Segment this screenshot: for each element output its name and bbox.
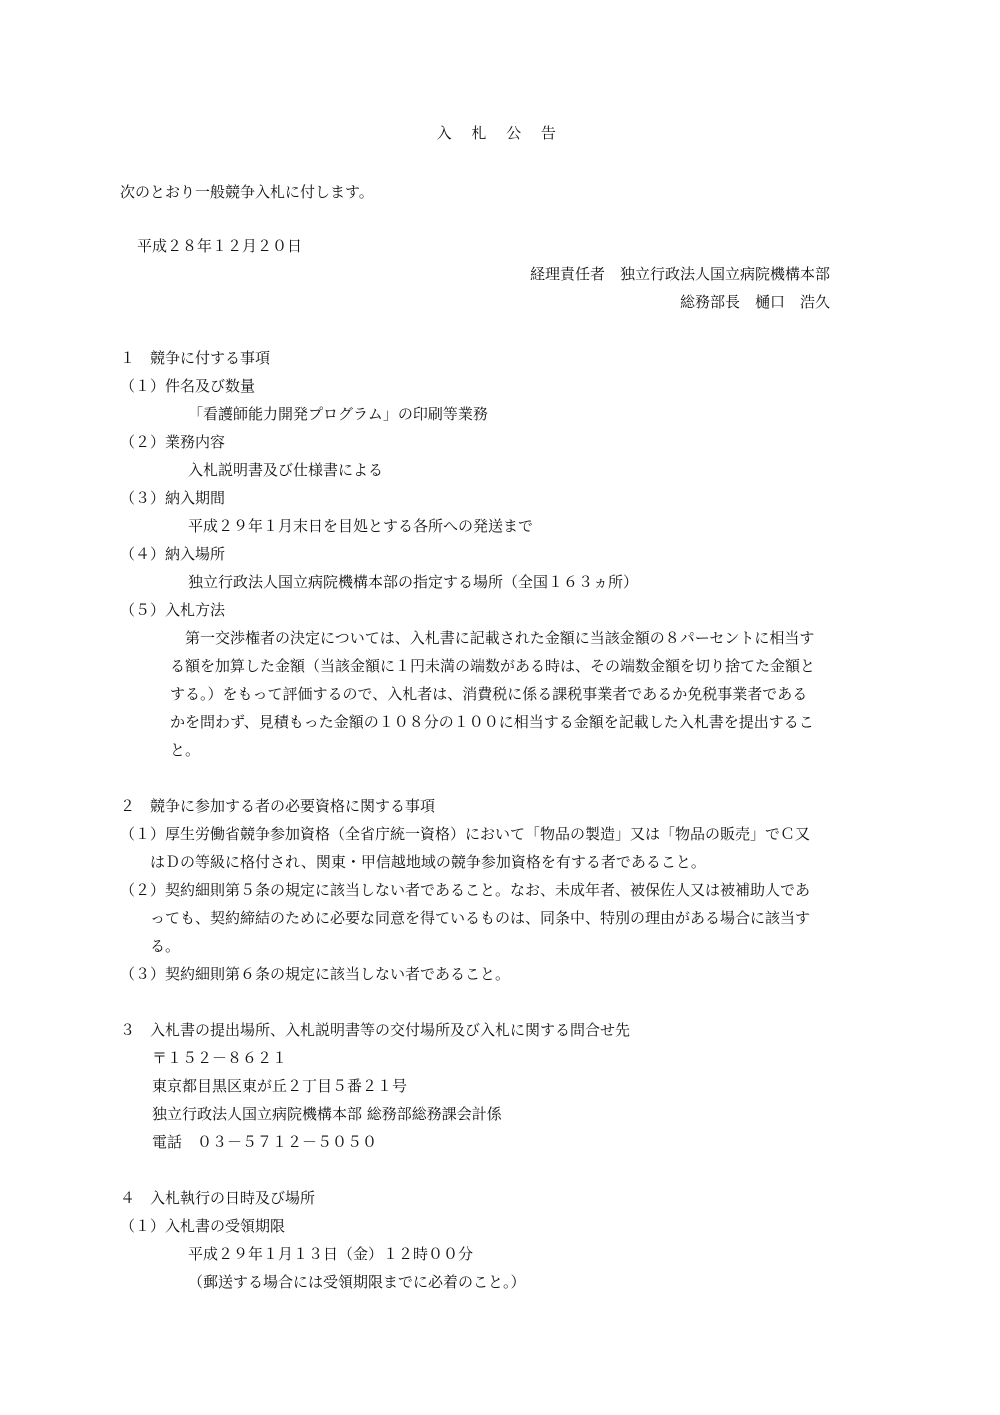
item-1-4-text: 独立行政法人国立病院機構本部の指定する場所（全国１６３ヵ所） [188,573,639,591]
contact-phone: 電話 ０３－５７１２－５０５０ [152,1133,378,1151]
item-1-4-label: （４）納入場所 [120,545,226,563]
section-3-heading: ３ 入札書の提出場所、入札説明書等の交付場所及び入札に関する問合せ先 [120,1021,631,1039]
item-1-3-label: （３）納入期間 [120,489,226,507]
item-1-5-line: と。 [170,741,201,759]
item-2-2-line: っても、契約締結のために必要な同意を得ているものは、同条中、特別の理由がある場合に該当す [150,909,811,927]
item-2-1-line: （１）厚生労働省競争参加資格（全省庁統一資格）において「物品の製造」又は「物品の販売」でＣ又 [120,825,811,843]
item-2-2-line: （２）契約細則第５条の規定に該当しない者であること。なお、未成年者、被保佐人又は被補助人であ [120,881,811,899]
item-1-5-line: る額を加算した金額（当該金額に１円未満の端数がある時は、その端数金額を切り捨てた金額と [170,657,816,675]
section-2-heading: ２ 競争に参加する者の必要資格に関する事項 [120,797,436,815]
item-4-1-text: 平成２９年１月１３日（金）１２時００分 [188,1245,474,1263]
item-2-1-line: はＤの等級に格付され、関東・甲信越地域の競争参加資格を有する者であること。 [150,853,706,871]
item-1-5-line: 第一交渉権者の決定については、入札書に記載された金額に当該金額の８パーセントに相当す [170,629,815,647]
item-2-3-line: （３）契約細則第６条の規定に該当しない者であること。 [120,965,511,983]
item-2-2-line: る。 [150,937,181,955]
item-1-1-label: （１）件名及び数量 [120,377,256,395]
issuer-title: 経理責任者 独立行政法人国立病院機構本部 [529,265,830,283]
item-1-5-line: かを問わず、見積もった金額の１０８分の１００に相当する金額を記載した入札書を提出するこ [170,713,814,731]
intro-text: 次のとおり一般競争入札に付します。 [120,183,374,201]
issuer-name: 総務部長 樋口 浩久 [679,293,830,311]
item-1-2-label: （２）業務内容 [120,433,226,451]
contact-address: 東京都目黒区東が丘２丁目５番２１号 [152,1077,408,1095]
item-4-1-label: （１）入札書の受領期限 [120,1217,286,1235]
contact-postal-code: 〒１５２－８６２１ [152,1049,288,1067]
item-1-2-text: 入札説明書及び仕様書による [188,461,384,479]
item-1-5-line: する。）をもって評価するので、入札者は、消費税に係る課税事業者であるか免税事業者である [170,685,808,703]
item-1-1-text: 「看護師能力開発プログラム」の印刷等業務 [188,405,488,423]
contact-organization: 独立行政法人国立病院機構本部 総務部総務課会計係 [152,1105,502,1123]
section-4-heading: ４ 入札執行の日時及び場所 [120,1189,316,1207]
item-1-3-text: 平成２９年１月末日を目処とする各所への発送まで [188,517,534,535]
item-4-1-note: （郵送する場合には受領期限までに必着のこと。） [188,1273,526,1291]
document-title: 入 札 公 告 [436,124,564,142]
item-1-5-label: （５）入札方法 [120,601,226,619]
section-1-heading: １ 競争に付する事項 [120,349,271,367]
notice-date: 平成２８年１２月２０日 [137,237,303,255]
